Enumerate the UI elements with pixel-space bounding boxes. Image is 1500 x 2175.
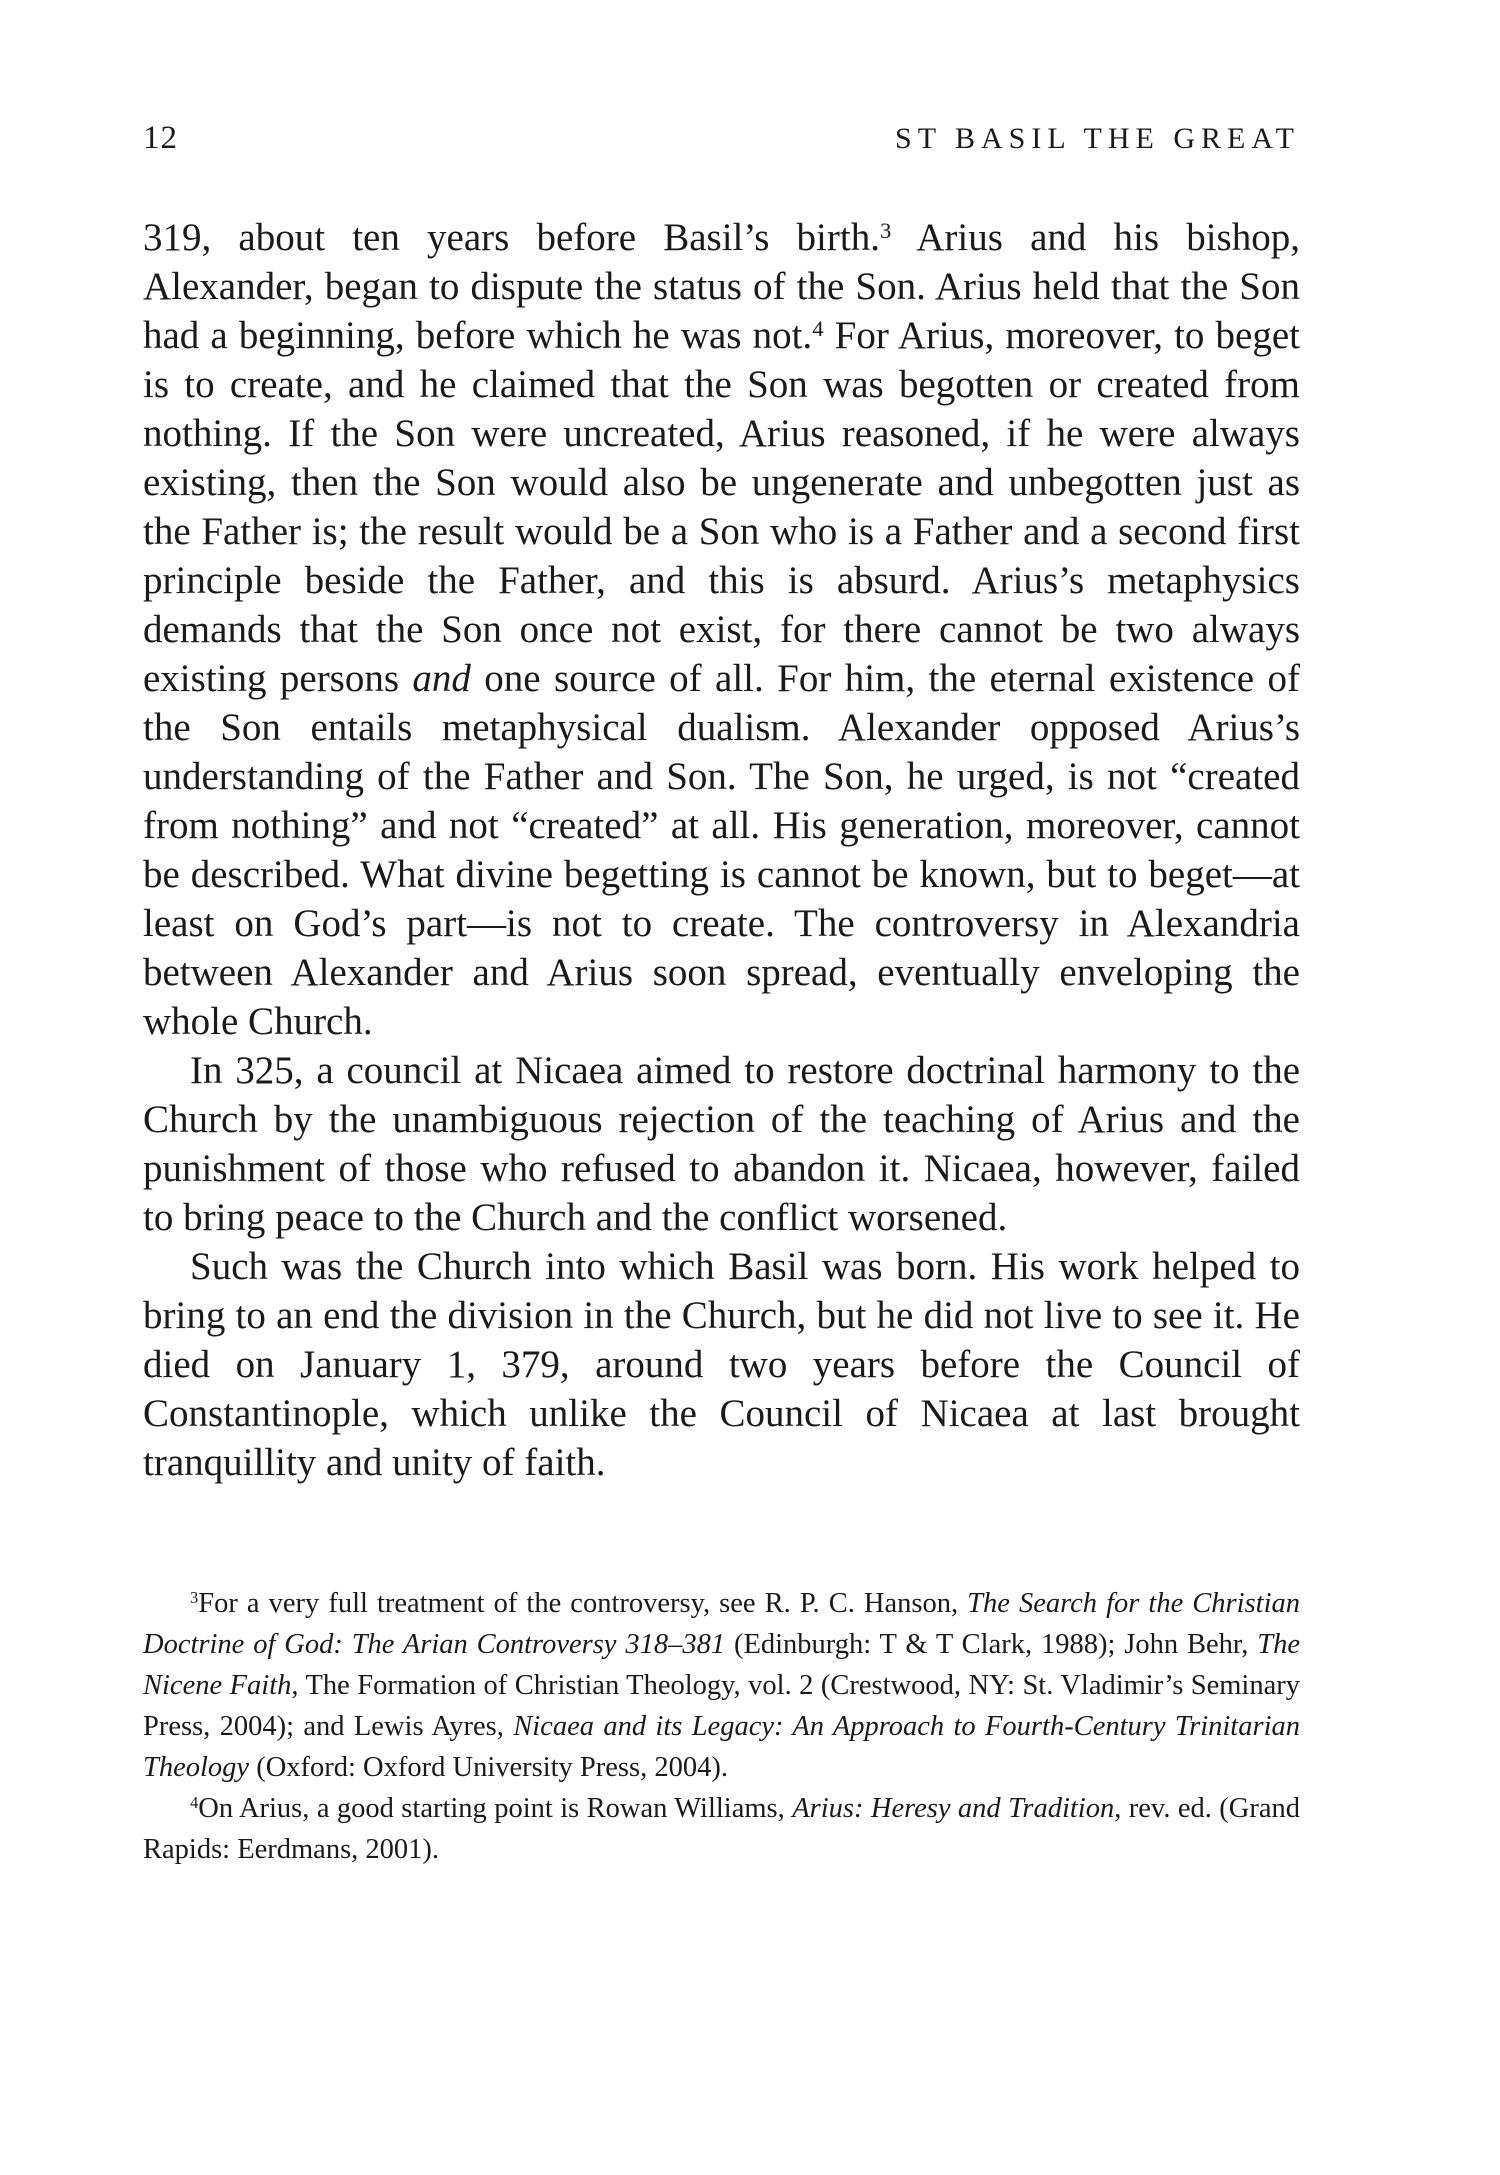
text-run: , The Formation of Christian Theology, vol. 2 (Crestwood, NY: St. Vladimir’s Seminary Press, 2004); and Lewis Ayres,	[143, 1670, 1300, 1742]
footnote-marker: 4	[190, 1793, 199, 1813]
footnote	[143, 1788, 1300, 1870]
text-run: Arius and his bishop, Alexander, began to dispute the status of the Son. Arius held that the Son had a beginning, before which he was not.	[143, 216, 1300, 357]
page-header	[143, 122, 1300, 155]
text-run: 319, about ten years before Basil’s birth.	[143, 216, 880, 259]
text-run: For a very full treatment of the controversy, see R. P. C. Hanson,	[198, 1588, 968, 1619]
text-run: (Oxford: Oxford University Press, 2004).	[249, 1752, 728, 1783]
italic-text: Nicaea and its Legacy: An Approach to Fourth-Century Trinitarian Theology	[143, 1711, 1300, 1783]
italic-text: Arius: Heresy and Tradition	[792, 1793, 1115, 1824]
italic-text: and	[412, 657, 471, 700]
text-run: For Arius, moreover, to beget is to create, and he claimed that the Son was begotten or created from nothing. If the Son were uncreated, Arius reasoned, if he were always existing, then the Son would also be ungenerate and unbegotten just as the Father is; the result would be a Son who is a Father and a second first principle beside the Father, and this is absurd. Arius’s metaphysics demands that the Son once not exist, for there cannot be two always existing persons	[143, 314, 1300, 700]
text-run: , rev. ed. (Grand Rapids: Eerdmans, 2001).	[143, 1793, 1301, 1865]
text-run: one source of all. For him, the eternal existence of the Son entails metaphysical dualism. Alexander opposed Arius’s understanding of the Father and Son. The Son, he urged, is not “created from nothing” and not “created” at all. His generation, moreover, cannot be described. What divine begetting is cannot be known, but to beget—at least on God’s part—is not to create. The controversy in Alexandria between Alexander and Arius soon spread, eventually enveloping the whole Church.	[143, 657, 1300, 1043]
text-run: Such was the Church into which Basil was born. His work helped to bring to an end the division in the Church, but he did not live to see it. He died on January 1, 379, around two years before the Council of Constantinople, which unlike the Council of Nicaea at last brought tranquillity and unity of faith.	[143, 1245, 1300, 1484]
footnote-reference: 3	[879, 218, 892, 244]
italic-text: The Nicene Faith	[143, 1629, 1300, 1701]
footnote	[143, 1583, 1300, 1788]
footnotes	[143, 1583, 1300, 1870]
text-run: On Arius, a good starting point is Rowan Williams,	[198, 1793, 793, 1824]
italic-text: The Search for the Christian Doctrine of God: The Arian Controversy 318–381	[143, 1588, 1300, 1660]
text-run: In 325, a council at Nicaea aimed to restore doctrinal harmony to the Church by the unambiguous rejection of the teaching of Arius and the punishment of those who refused to abandon it. Nicaea, however, failed to bring peace to the Church and the conflict worsened.	[143, 1049, 1300, 1239]
body-paragraph	[143, 213, 1300, 1046]
body-text	[143, 213, 1300, 1487]
text-run: (Edinburgh: T & T Clark, 1988); John Behr,	[725, 1629, 1258, 1660]
body-paragraph	[143, 1242, 1300, 1487]
body-paragraph	[143, 1046, 1300, 1242]
running-head: ST BASIL THE GREAT	[895, 122, 1300, 155]
footnote-reference: 4	[812, 316, 824, 342]
footnote-marker: 3	[190, 1588, 199, 1608]
page-number: 12	[143, 120, 178, 156]
